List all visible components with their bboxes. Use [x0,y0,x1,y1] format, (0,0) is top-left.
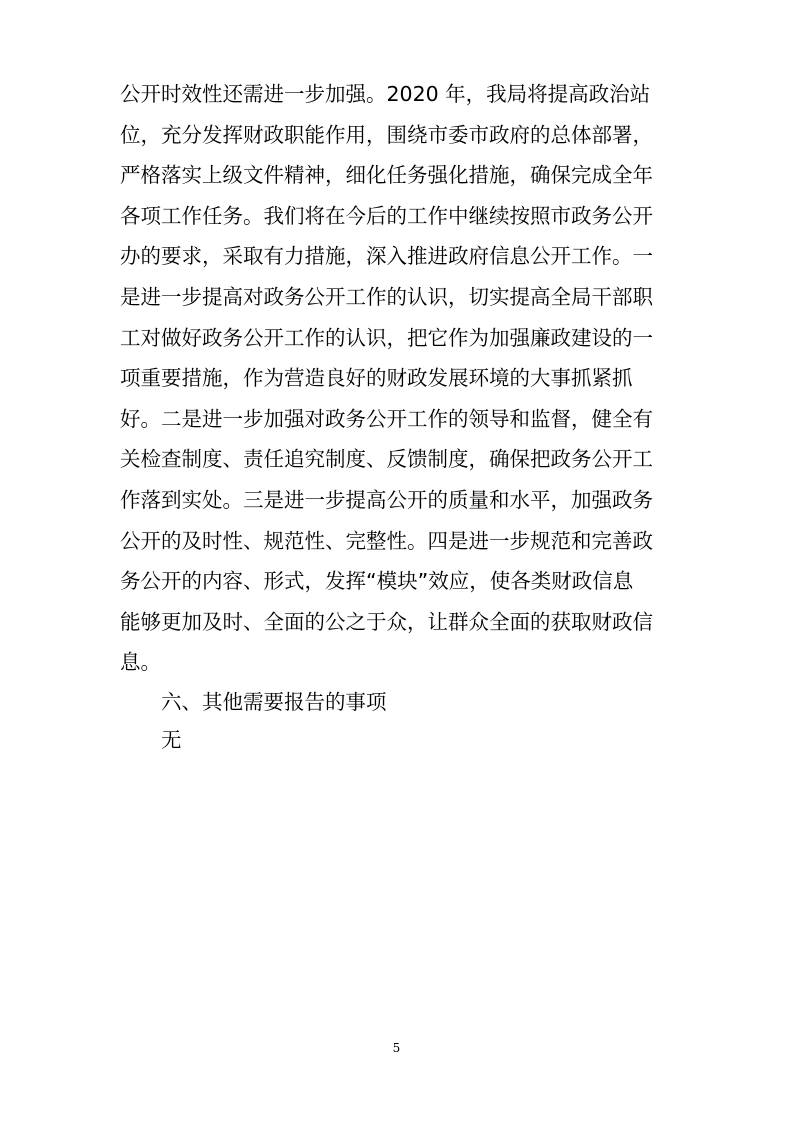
section-heading: 六、其他需要报告的事项 [161,689,387,714]
paragraph-line: 关检查制度、责任追究制度、反馈制度，确保把政务公开工 [120,447,653,472]
paragraph-line: 办的要求，采取有力措施，深入推进政府信息公开工作。一 [120,244,653,269]
paragraph-line: 严格落实上级文件精神，细化任务强化措施，确保完成全年 [120,163,653,188]
paragraph-line: 能够更加及时、全面的公之于众，让群众全面的获取财政信 [120,609,653,634]
paragraph-line: 项重要措施，作为营造良好的财政发展环境的大事抓紧抓 [120,366,633,391]
paragraph-line: 息。 [120,650,161,675]
paragraph-line: 公开时效性还需进一步加强。2020 年，我局将提高政治站 [120,82,651,106]
document-body [120,74,680,759]
page-number: 5 [392,1041,401,1055]
paragraph-line: 务公开的内容、形式，发挥“模块”效应，使各类财政信息 [120,569,634,594]
paragraph-line: 好。二是进一步加强对政务公开工作的领导和监督，健全有 [120,406,653,431]
paragraph-line: 作落到实处。三是进一步提高公开的质量和水平，加强政务 [120,487,653,512]
section-body: 无 [161,727,182,752]
paragraph-line: 各项工作任务。我们将在今后的工作中继续按照市政务公开 [120,203,653,228]
paragraph-line: 位，充分发挥财政职能作用，围绕市委市政府的总体部署， [120,122,653,147]
paragraph-line: 是进一步提高对政务公开工作的认识，切实提高全局干部职 [120,284,653,309]
paragraph-line: 公开的及时性、规范性、完整性。四是进一步规范和完善政 [120,528,653,553]
paragraph-line: 工对做好政务公开工作的认识，把它作为加强廉政建设的一 [120,325,653,350]
